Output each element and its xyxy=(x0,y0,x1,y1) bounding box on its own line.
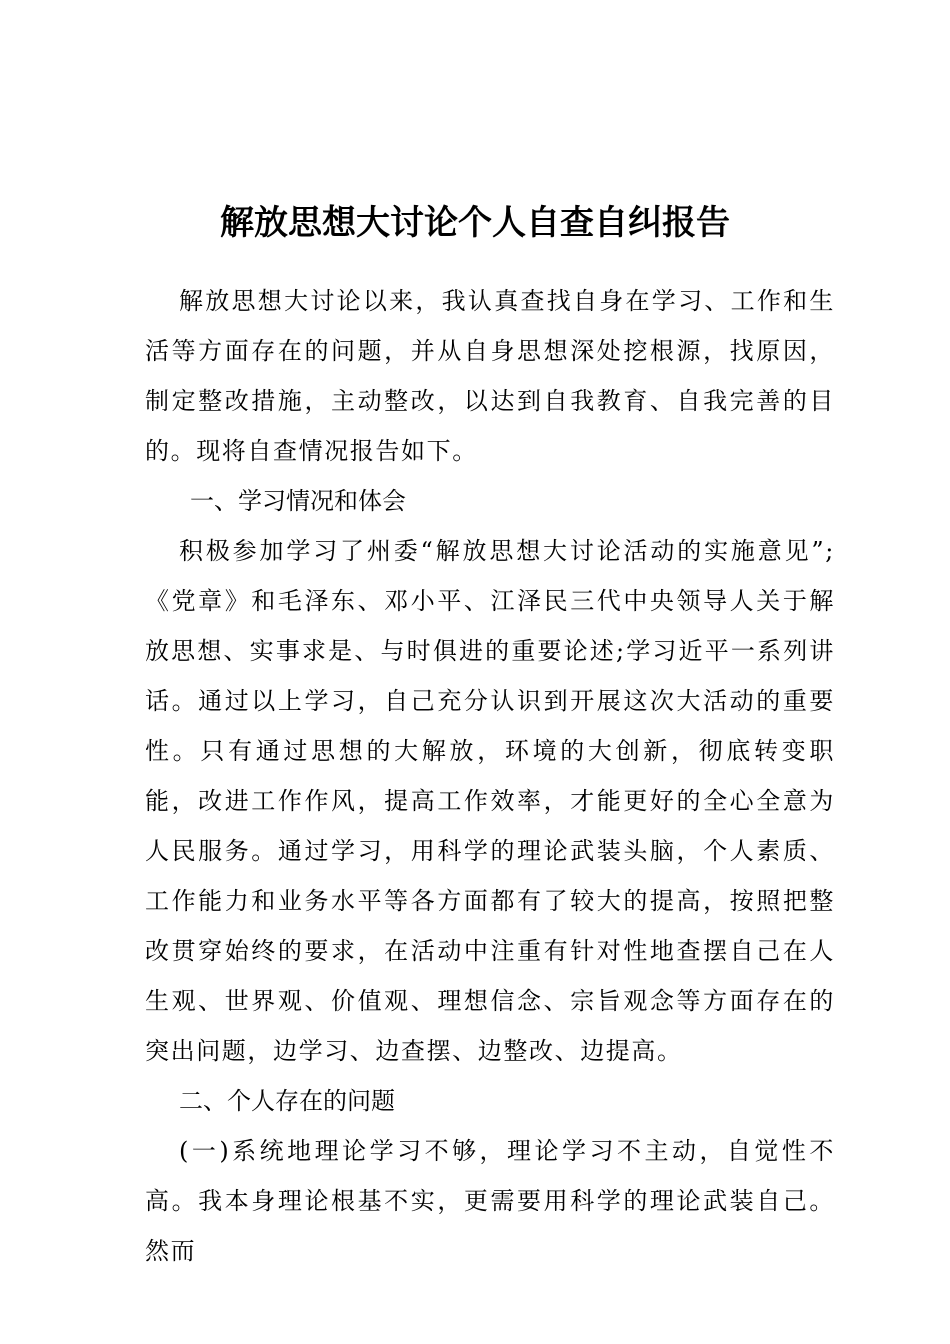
problems-paragraph: (一)系统地理论学习不够，理论学习不主动，自觉性不高。我本身理论根基不实，更需要用科学的理论武装自己。然而 xyxy=(145,1137,835,1265)
section-heading-study: 一、学习情况和体会 xyxy=(190,487,406,515)
intro-paragraph: 解放思想大讨论以来，我认真查找自身在学习、工作和生活等方面存在的问题，并从自身思想深处挖根源，找原因，制定整改措施，主动整改，以达到自我教育、自我完善的目的。现将自查情况报告如下。 xyxy=(145,287,835,465)
document-body xyxy=(145,276,835,1276)
study-paragraph: 积极参加学习了州委“解放思想大讨论活动的实施意见”;《党章》和毛泽东、邓小平、江泽民三代中央领导人关于解放思想、实事求是、与时俱进的重要论述;学习近平一系列讲话。通过以上学习，自己充分认识到开展这次大活动的重要性。只有通过思想的大解放，环境的大创新，彻底转变职能，改进工作作风，提高工作效率，才能更好的全心全意为人民服务。通过学习，用科学的理论武装头脑，个人素质、工作能力和业务水平等各方面都有了较大的提高，按照把整改贯穿始终的要求，在活动中注重有针对性地查摆自己在人生观、世界观、价值观、理想信念、宗旨观念等方面存在的突出问题，边学习、边查摆、边整改、边提高。 xyxy=(145,537,835,1065)
section-heading-problems: 二、个人存在的问题 xyxy=(179,1087,395,1115)
document-title: 解放思想大讨论个人自查自纠报告 xyxy=(220,202,730,243)
